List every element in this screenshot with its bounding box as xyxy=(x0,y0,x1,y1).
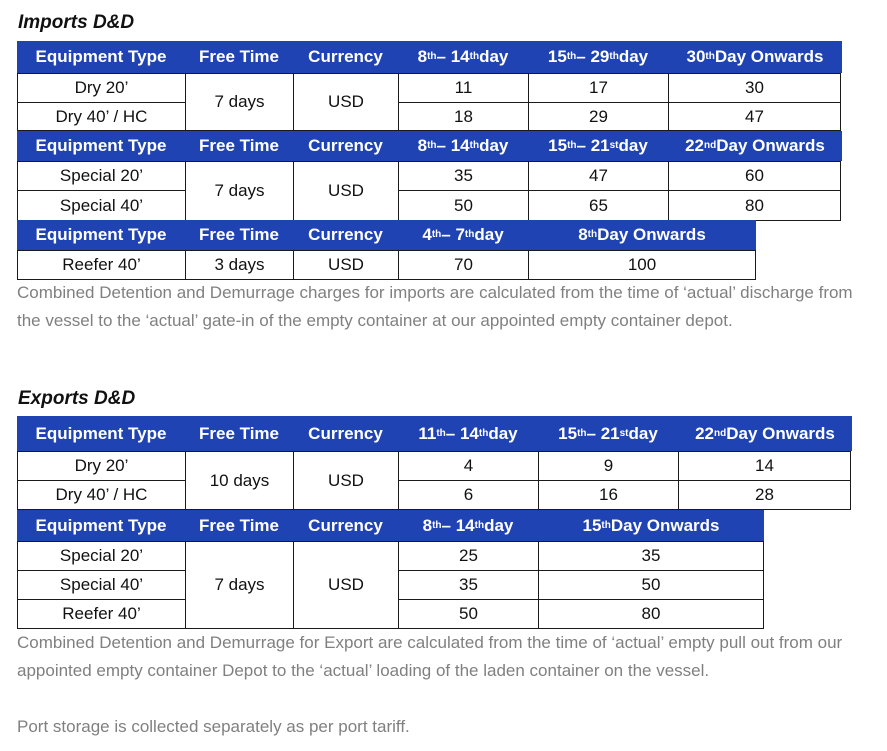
rate-cell: 35 xyxy=(398,161,529,191)
exports-table-dry xyxy=(17,416,852,510)
currency-cell: USD xyxy=(293,161,399,221)
exports-title: Exports D&D xyxy=(18,388,136,409)
header-equipment-type: Equipment Type xyxy=(17,131,185,161)
rate-cell: 25 xyxy=(398,541,539,571)
exports-table-special-reefer xyxy=(17,510,767,629)
equipment-cell: Dry 40’ / HC xyxy=(17,102,186,131)
exports-note: Combined Detention and Demurrage for Export are calculated from the time of ‘actual’ empty pull out from our appointed empty container Depot to the ‘actual’ loading of the laden container on the vessel. xyxy=(17,633,843,680)
header-equipment-type: Equipment Type xyxy=(17,41,185,73)
rate-cell: 14 xyxy=(678,451,851,481)
equipment-cell: Dry 20’ xyxy=(17,73,186,103)
currency-cell: USD xyxy=(293,541,399,629)
rate-cell: 65 xyxy=(528,190,669,221)
rate-cell: 9 xyxy=(538,451,679,481)
header-period-2: 15 th – 21 st day xyxy=(528,131,668,161)
header-period-2: 15 th Day Onwards xyxy=(538,510,764,541)
table-row xyxy=(17,102,840,131)
rate-cell: 47 xyxy=(528,161,669,191)
rate-cell: 35 xyxy=(538,541,764,571)
table-header-row xyxy=(17,131,842,161)
header-period-1: 8 th – 14 th day xyxy=(398,510,538,541)
equipment-cell: Dry 20’ xyxy=(17,451,186,481)
equipment-cell: Special 40’ xyxy=(17,570,186,600)
imports-note: Combined Detention and Demurrage charges for imports are calculated from the time of ‘actual’ discharge from the vessel to the ‘actual’ gate-in of the empty container at our appointed empty container depot. xyxy=(17,283,853,330)
header-period-2: 15 th – 29 th day xyxy=(528,41,668,73)
imports-title: Imports D&D xyxy=(18,12,135,33)
table-row xyxy=(17,73,840,103)
rate-cell: 70 xyxy=(398,250,529,280)
rate-cell: 16 xyxy=(538,480,679,510)
rate-cell: 17 xyxy=(528,73,669,103)
header-period-2: 15 th – 21 st day xyxy=(538,416,678,451)
header-period-3: 22 nd Day Onwards xyxy=(668,131,842,161)
free-time-cell: 7 days xyxy=(185,541,294,629)
table-header-row xyxy=(17,220,756,250)
header-free-time: Free Time xyxy=(185,220,293,250)
header-currency: Currency xyxy=(293,510,398,541)
rate-cell: 60 xyxy=(668,161,841,191)
table-row xyxy=(17,250,755,280)
rate-cell: 80 xyxy=(668,190,841,221)
header-equipment-type: Equipment Type xyxy=(17,416,185,451)
port-storage-note: Port storage is collected separately as per port tariff. xyxy=(17,717,410,736)
header-period-3: 22 nd Day Onwards xyxy=(678,416,852,451)
table-header-row xyxy=(17,41,842,73)
free-time-cell: 3 days xyxy=(185,250,294,280)
rate-cell: 50 xyxy=(398,190,529,221)
rate-cell: 100 xyxy=(528,250,756,280)
header-free-time: Free Time xyxy=(185,131,293,161)
rate-cell: 80 xyxy=(538,599,764,629)
free-time-cell: 7 days xyxy=(185,161,294,221)
rate-cell: 28 xyxy=(678,480,851,510)
header-period-1: 8 th – 14 th day xyxy=(398,41,528,73)
header-period-1: 11 th – 14 th day xyxy=(398,416,538,451)
rate-cell: 4 xyxy=(398,451,539,481)
rate-cell: 6 xyxy=(398,480,539,510)
rate-cell: 35 xyxy=(398,570,539,600)
rate-cell: 30 xyxy=(668,73,841,103)
rate-cell: 50 xyxy=(398,599,539,629)
rate-cell: 18 xyxy=(398,102,529,131)
table-row xyxy=(17,161,840,191)
header-currency: Currency xyxy=(293,131,398,161)
rate-cell: 47 xyxy=(668,102,841,131)
table-header-row xyxy=(17,416,852,451)
header-free-time: Free Time xyxy=(185,41,293,73)
header-currency: Currency xyxy=(293,41,398,73)
imports-table-dry xyxy=(17,41,842,131)
header-free-time: Free Time xyxy=(185,510,293,541)
rate-cell: 29 xyxy=(528,102,669,131)
table-header-row xyxy=(17,510,764,541)
header-period-2: 8 th Day Onwards xyxy=(528,220,756,250)
currency-cell: USD xyxy=(293,451,399,510)
imports-table-special xyxy=(17,131,842,221)
header-equipment-type: Equipment Type xyxy=(17,220,185,250)
header-equipment-type: Equipment Type xyxy=(17,510,185,541)
currency-cell: USD xyxy=(293,250,399,280)
rate-cell: 50 xyxy=(538,570,764,600)
free-time-cell: 10 days xyxy=(185,451,294,510)
table-row xyxy=(17,480,850,510)
equipment-cell: Dry 40’ / HC xyxy=(17,480,186,510)
table-row xyxy=(17,190,840,221)
header-period-1: 4 th – 7 th day xyxy=(398,220,528,250)
table-row xyxy=(17,451,850,481)
header-currency: Currency xyxy=(293,220,398,250)
header-period-3: 30 th Day Onwards xyxy=(668,41,842,73)
imports-table-reefer xyxy=(17,220,757,280)
rate-cell: 11 xyxy=(398,73,529,103)
header-currency: Currency xyxy=(293,416,398,451)
equipment-cell: Special 40’ xyxy=(17,190,186,221)
header-free-time: Free Time xyxy=(185,416,293,451)
equipment-cell: Reefer 40’ xyxy=(17,599,186,629)
equipment-cell: Special 20’ xyxy=(17,161,186,191)
equipment-cell: Special 20’ xyxy=(17,541,186,571)
currency-cell: USD xyxy=(293,73,399,131)
free-time-cell: 7 days xyxy=(185,73,294,131)
header-period-1: 8 th – 14 th day xyxy=(398,131,528,161)
equipment-cell: Reefer 40’ xyxy=(17,250,186,280)
